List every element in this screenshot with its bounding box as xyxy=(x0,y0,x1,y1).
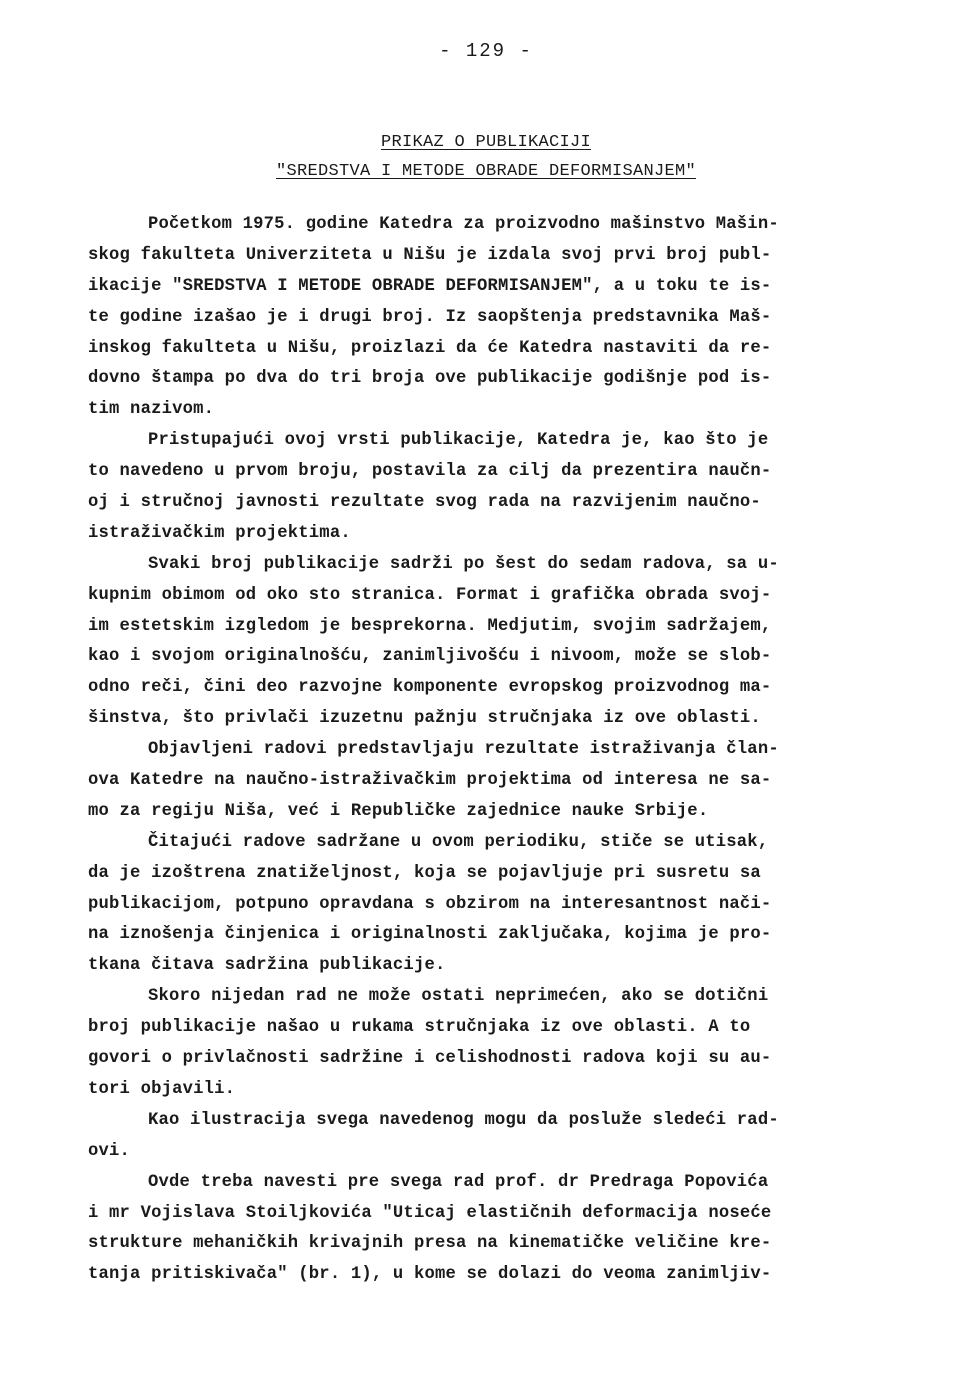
page-number: - 129 - xyxy=(439,40,533,62)
title-line-1: PRIKAZ O PUBLIKACIJI xyxy=(380,133,592,152)
text-line: Čitajući radove sadržane u ovom periodiku, stiče se utisak, xyxy=(148,832,769,852)
text-line: ikacije "SREDSTVA I METODE OBRADE DEFORMISANJEM", a u toku te is- xyxy=(88,276,772,296)
text-line: kao i svojom originalnošću, zanimljivošću i nivoom, može se slob- xyxy=(88,647,772,667)
text-line: Kao ilustracija svega navedenog mogu da posluže sledeći rad- xyxy=(148,1110,779,1130)
text-line: Objavljeni radovi predstavljaju rezultate istraživanja član- xyxy=(148,740,779,760)
text-line: te godine izašao je i drugi broj. Iz saopštenja predstavnika Maš- xyxy=(88,307,772,327)
text-line: i mr Vojislava Stoiljkovića "Uticaj elastičnih deformacija noseće xyxy=(88,1203,772,1223)
text-line: Svaki broj publikacije sadrži po šest do sedam radova, sa u- xyxy=(148,554,779,574)
text-line: ovi. xyxy=(88,1141,131,1161)
text-line: to navedeno u prvom broju, postavila za cilj da prezentira naučn- xyxy=(88,462,772,482)
text-line: Pristupajući ovoj vrsti publikacije, Katedra je, kao što je xyxy=(148,431,769,451)
text-line: govori o privlačnosti sadržine i celishodnosti radova koji su au- xyxy=(88,1049,772,1069)
text-line: strukture mehaničkih krivajnih presa na kinematičke veličine kre- xyxy=(88,1234,772,1254)
text-line: Ovde treba navesti pre svega rad prof. dr Predraga Popovića xyxy=(148,1172,769,1192)
text-line: tori objavili. xyxy=(88,1079,236,1099)
text-line: mo za regiju Niša, već i Republičke zajednice nauke Srbije. xyxy=(88,801,709,821)
body-text xyxy=(88,210,868,1291)
text-line: ova Katedre na naučno-istraživačkim projektima od interesa ne sa- xyxy=(88,771,772,791)
text-line: Skoro nijedan rad ne može ostati neprimećen, ako se dotični xyxy=(148,987,769,1007)
text-line: oj i stručnoj javnosti rezultate svog rada na razvijenim naučno- xyxy=(88,493,761,513)
text-line: tim nazivom. xyxy=(88,400,215,420)
text-line: na iznošenja činjenica i originalnosti zaključaka, kojima je pro- xyxy=(88,925,772,945)
text-line: kupnim obimom od oko sto stranica. Format i grafička obrada svoj- xyxy=(88,585,772,605)
text-line: šinstva, što privlači izuzetnu pažnju stručnjaka iz ove oblasti. xyxy=(88,709,761,729)
text-line: publikacijom, potpuno opravdana s obzirom na interesantnost nači- xyxy=(88,894,772,914)
title-line-2: "SREDSTVA I METODE OBRADE DEFORMISANJEM" xyxy=(275,162,697,181)
text-line: istraživačkim projektima. xyxy=(88,523,351,543)
text-line: da je izoštrena znatiželjnost, koja se pojavljuje pri susretu sa xyxy=(88,863,761,883)
document-title xyxy=(0,128,972,186)
text-line: im estetskim izgledom je besprekorna. Medjutim, svojim sadržajem, xyxy=(88,616,772,636)
text-line: broj publikacije našao u rukama stručnjaka iz ove oblasti. A to xyxy=(88,1018,751,1038)
text-line: odno reči, čini deo razvojne komponente evropskog proizvodnog ma- xyxy=(88,678,772,698)
text-line: skog fakulteta Univerziteta u Nišu je izdala svoj prvi broj publ- xyxy=(88,245,772,265)
text-line: tanja pritiskivača" (br. 1), u kome se dolazi do veoma zanimljiv- xyxy=(88,1265,772,1285)
text-line: tkana čitava sadržina publikacije. xyxy=(88,956,446,976)
text-line: inskog fakulteta u Nišu, proizlazi da će Katedra nastaviti da re- xyxy=(88,338,772,358)
text-line: Početkom 1975. godine Katedra za proizvodno mašinstvo Mašin- xyxy=(148,215,779,234)
text-line: dovno štampa po dva do tri broja ove publikacije godišnje pod is- xyxy=(88,369,772,389)
